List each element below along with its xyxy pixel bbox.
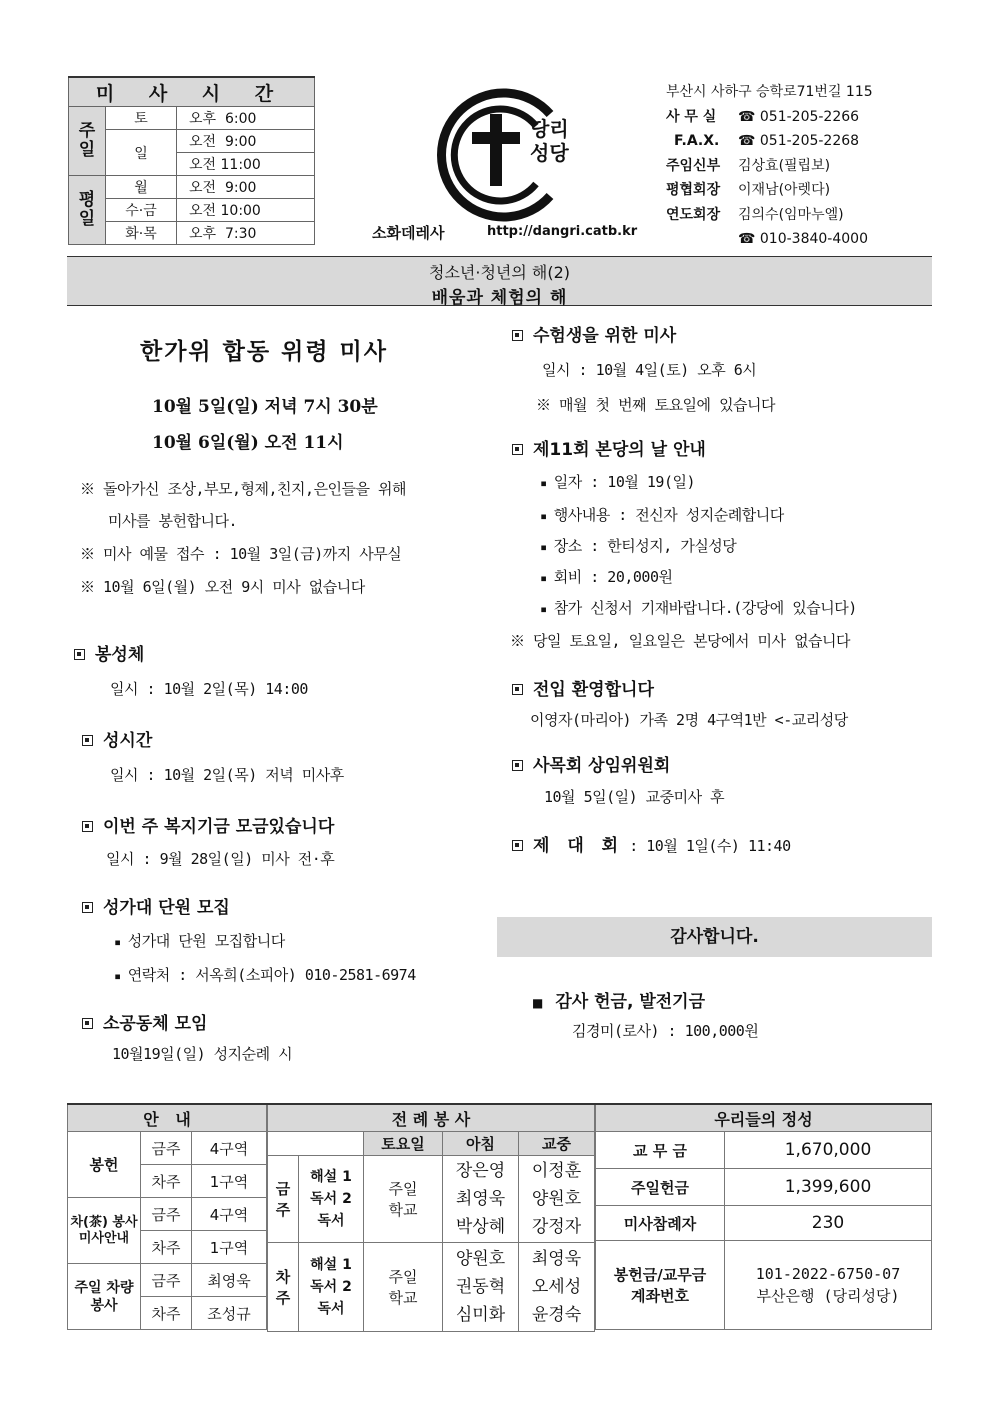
council-name: 이재남(아렛다) [738, 182, 831, 198]
server-name: 강정자 [531, 1217, 582, 1237]
server-name: 양원호 [531, 1189, 582, 1209]
square-bullet-icon [82, 735, 93, 746]
sat-value: 주일 학교 [388, 1268, 418, 1307]
guide-value: 1구역 [192, 1231, 267, 1264]
parish-day-bullet3: ▪ 장소 : 한티성지, 가실성당 [540, 535, 736, 556]
exam-mass-text: 일시 : 10월 4일(토) 오후 6시 [542, 361, 757, 379]
server-name: 권동혁 [455, 1277, 506, 1297]
offering-value: 1,670,000 [725, 1132, 932, 1169]
welfare-fund-text: 일시 : 9월 28일(일) 미사 전·후 [106, 850, 335, 868]
section-welcome: 전입 환영합니다 [512, 675, 654, 700]
mass-day: 월 [106, 176, 177, 199]
offering-title: 우리들의 정성 [596, 1104, 932, 1132]
bongseongche-text: 일시 : 10월 2일(목) 14:00 [110, 680, 308, 698]
welcome-text: 이영자(마리아) 가족 2명 4구역1반 <-교리성당 [530, 711, 848, 729]
server-name: 오세성 [531, 1277, 582, 1297]
offering-value: 1,399,600 [725, 1169, 932, 1206]
memorial-note1b: 미사를 봉헌합니다. [108, 512, 237, 530]
parish-day-note: ※ 당일 토요일, 일요일은 본당에서 미사 없습니다 [510, 632, 851, 650]
square-bullet-icon [82, 902, 93, 913]
choir-bullet2: ▪ 연락처 : 서옥희(소피아) 010-2581-6974 [114, 964, 416, 985]
liturgy-title: 전 례 봉 사 [268, 1104, 595, 1132]
col-saturday: 토요일 [364, 1132, 443, 1156]
guide-parking: 주일 차량봉사 [68, 1264, 141, 1330]
section-choir: 성가대 단원 모집 [82, 893, 230, 918]
col-main: 교중 [519, 1132, 595, 1156]
guide-tea-service: 차(茶) 봉사 미사안내 [68, 1198, 141, 1264]
thanks-bar: 감사합니다. [497, 917, 932, 957]
server-name: 장은영 [455, 1161, 506, 1181]
parish-day-bullet1: ▪ 일자 : 10월 19(일) [540, 471, 695, 492]
col-morning: 아침 [443, 1132, 519, 1156]
liturgy-table [267, 1103, 595, 1332]
square-bullet-icon [82, 1018, 93, 1029]
parish-day-bullet2: ▪ 행사내용 : 전신자 성지순례합니다 [540, 504, 784, 525]
square-bullet-icon [82, 821, 93, 832]
mass-time: 오전 9:00 [177, 130, 315, 153]
liturgy-roles: 해설 1독서 2독서 [299, 1156, 364, 1243]
mass-time: 오전 10:00 [177, 199, 315, 222]
contact-block [666, 80, 873, 252]
choir-bullet1: ▪ 성가대 단원 모집합니다 [114, 930, 285, 951]
server-name: 이정훈 [531, 1161, 582, 1181]
section-altar-society: 제 대 회 : 10월 1일(수) 11:40 [512, 831, 791, 856]
guide-next-week: 차주 [141, 1231, 192, 1264]
memorial-note1: ※ 돌아가신 조상,부모,형제,친지,은인들을 위해 [80, 480, 407, 498]
account-label: 봉헌금/교무금 계좌번호 [613, 1266, 707, 1305]
account-bank: 부산은행 (당리성당) [756, 1287, 900, 1305]
exam-mass-note: ※ 매월 첫 번째 토요일에 있습니다 [536, 396, 776, 414]
memorial-note2: ※ 미사 예물 접수 : 10월 3일(금)까지 사무실 [80, 545, 402, 563]
guide-title: 안 내 [68, 1104, 267, 1132]
logo-text-seongdang: 성당 [530, 141, 569, 165]
square-bullet-icon [512, 444, 523, 455]
banner-line2: 배움과 체험의 해 [431, 288, 568, 308]
section-thanks-offering: ■ 감사 헌금, 발전기금 [532, 992, 706, 1012]
mass-day: 토 [106, 107, 177, 130]
guide-next-week: 차주 [141, 1297, 192, 1330]
sat-value: 주일 학교 [388, 1180, 418, 1219]
guide-this-week: 금주 [141, 1264, 192, 1297]
yeondo-phone: ☎ 010-3840-4000 [738, 231, 868, 247]
server-name: 윤경숙 [531, 1305, 582, 1325]
section-welfare-fund: 이번 주 복지기금 모금있습니다 [82, 812, 334, 837]
square-bullet-icon [512, 840, 523, 851]
section-pastoral-committee: 사목회 상임위원회 [512, 751, 670, 776]
guide-value: 4구역 [192, 1132, 267, 1165]
offering-label: 주일헌금 [596, 1169, 725, 1206]
liturgy-roles: 해설 1독서 2독서 [299, 1243, 364, 1332]
guide-table [67, 1103, 267, 1330]
mass-day: 수·금 [106, 199, 177, 222]
guide-this-week: 금주 [141, 1132, 192, 1165]
server-name: 심미화 [455, 1305, 506, 1325]
pastoral-committee-text: 10월 5일(일) 교중미사 후 [544, 788, 725, 806]
yeondo-name: 김의수(임마누엘) [738, 206, 844, 223]
weekday-label: 평일 [69, 176, 106, 245]
offering-label: 교 무 금 [596, 1132, 725, 1169]
square-bullet-icon [512, 684, 523, 695]
office-phone: ☎ 051-205-2266 [738, 108, 860, 125]
memorial-mass-date1: 10월 5일(일) 저녁 7시 30분 [152, 397, 378, 417]
offering-label: 미사참례자 [596, 1206, 725, 1241]
mass-day: 일 [106, 130, 177, 176]
square-bullet-icon [512, 330, 523, 341]
thanks-offering-text: 김경미(로사) : 100,000원 [572, 1022, 759, 1040]
fax-label: F.A.X. [674, 133, 720, 149]
pastor-name: 김상효(필립보) [738, 157, 831, 174]
banner-line1: 청소년·청년의 해(2) [428, 263, 571, 282]
guide-this-week: 금주 [141, 1198, 192, 1231]
account-number: 101-2022-6750-07 [755, 1265, 901, 1283]
section-exam-mass: 수험생을 위한 미사 [512, 321, 676, 346]
guide-value: 최영욱 [192, 1264, 267, 1297]
patron-name: 소화데레사 [372, 224, 445, 242]
guide-next-week: 차주 [141, 1165, 192, 1198]
mass-time-table [68, 76, 315, 245]
section-bongseongche: 봉성체 [74, 640, 144, 665]
guide-bongheon: 봉헌 [68, 1132, 141, 1198]
guide-value: 조성규 [192, 1297, 267, 1330]
mass-time: 오후 6:00 [177, 107, 315, 130]
guide-value: 1구역 [192, 1165, 267, 1198]
bullet-icon: ■ [532, 996, 544, 1010]
small-community-text: 10월19일(일) 성지순례 시 [112, 1045, 293, 1063]
mass-day: 화·목 [106, 222, 177, 245]
memorial-mass-date2: 10월 6일(월) 오전 11시 [152, 433, 344, 453]
liturgy-next-week: 차 주 [275, 1268, 291, 1307]
section-small-community: 소공동체 모임 [82, 1009, 207, 1034]
parish-url[interactable]: http://dangri.catb.kr [487, 224, 638, 239]
altar-society-text: : 10월 1일(수) 11:40 [629, 837, 791, 855]
parish-day-bullet5: ▪ 참가 신청서 기재바랍니다.(강당에 있습니다) [540, 597, 857, 618]
offering-value: 230 [725, 1206, 932, 1241]
address: 부산시 사하구 승학로71번길 115 [666, 84, 873, 100]
server-name: 양원호 [455, 1249, 506, 1269]
parish-day-bullet4: ▪ 회비 : 20,000원 [540, 566, 672, 587]
sunday-label: 주일 [69, 107, 106, 176]
liturgy-this-week: 금 주 [275, 1180, 291, 1219]
council-label: 평협회장 [666, 182, 721, 198]
yeondo-label: 연도회장 [666, 206, 721, 223]
office-label: 사 무 실 [666, 108, 717, 125]
pastor-label: 주임신부 [666, 157, 721, 174]
mass-time-title: 미 사 시 간 [69, 77, 315, 107]
logo-text-dangri: 당리 [530, 117, 569, 141]
fax-phone: ☎ 051-205-2268 [738, 133, 860, 149]
mass-time: 오후 7:30 [177, 222, 315, 245]
mass-time: 오전 9:00 [177, 176, 315, 199]
square-bullet-icon [74, 649, 85, 660]
memorial-note3: ※ 10월 6일(월) 오전 9시 미사 없습니다 [80, 578, 365, 596]
section-parish-day: 제11회 본당의 날 안내 [512, 435, 706, 460]
holy-hour-text: 일시 : 10월 2일(목) 저녁 미사후 [110, 766, 344, 784]
guide-value: 4구역 [192, 1198, 267, 1231]
memorial-mass-title: 한가위 합동 위령 미사 [140, 339, 388, 365]
church-logo [432, 84, 592, 224]
section-holy-hour: 성시간 [82, 726, 152, 751]
offering-table [595, 1103, 932, 1330]
year-theme-banner [67, 256, 932, 306]
square-bullet-icon [512, 760, 523, 771]
mass-time: 오전 11:00 [177, 153, 315, 176]
server-name: 최영욱 [531, 1249, 582, 1269]
server-name: 박상혜 [455, 1217, 506, 1237]
server-name: 최영욱 [455, 1189, 506, 1209]
